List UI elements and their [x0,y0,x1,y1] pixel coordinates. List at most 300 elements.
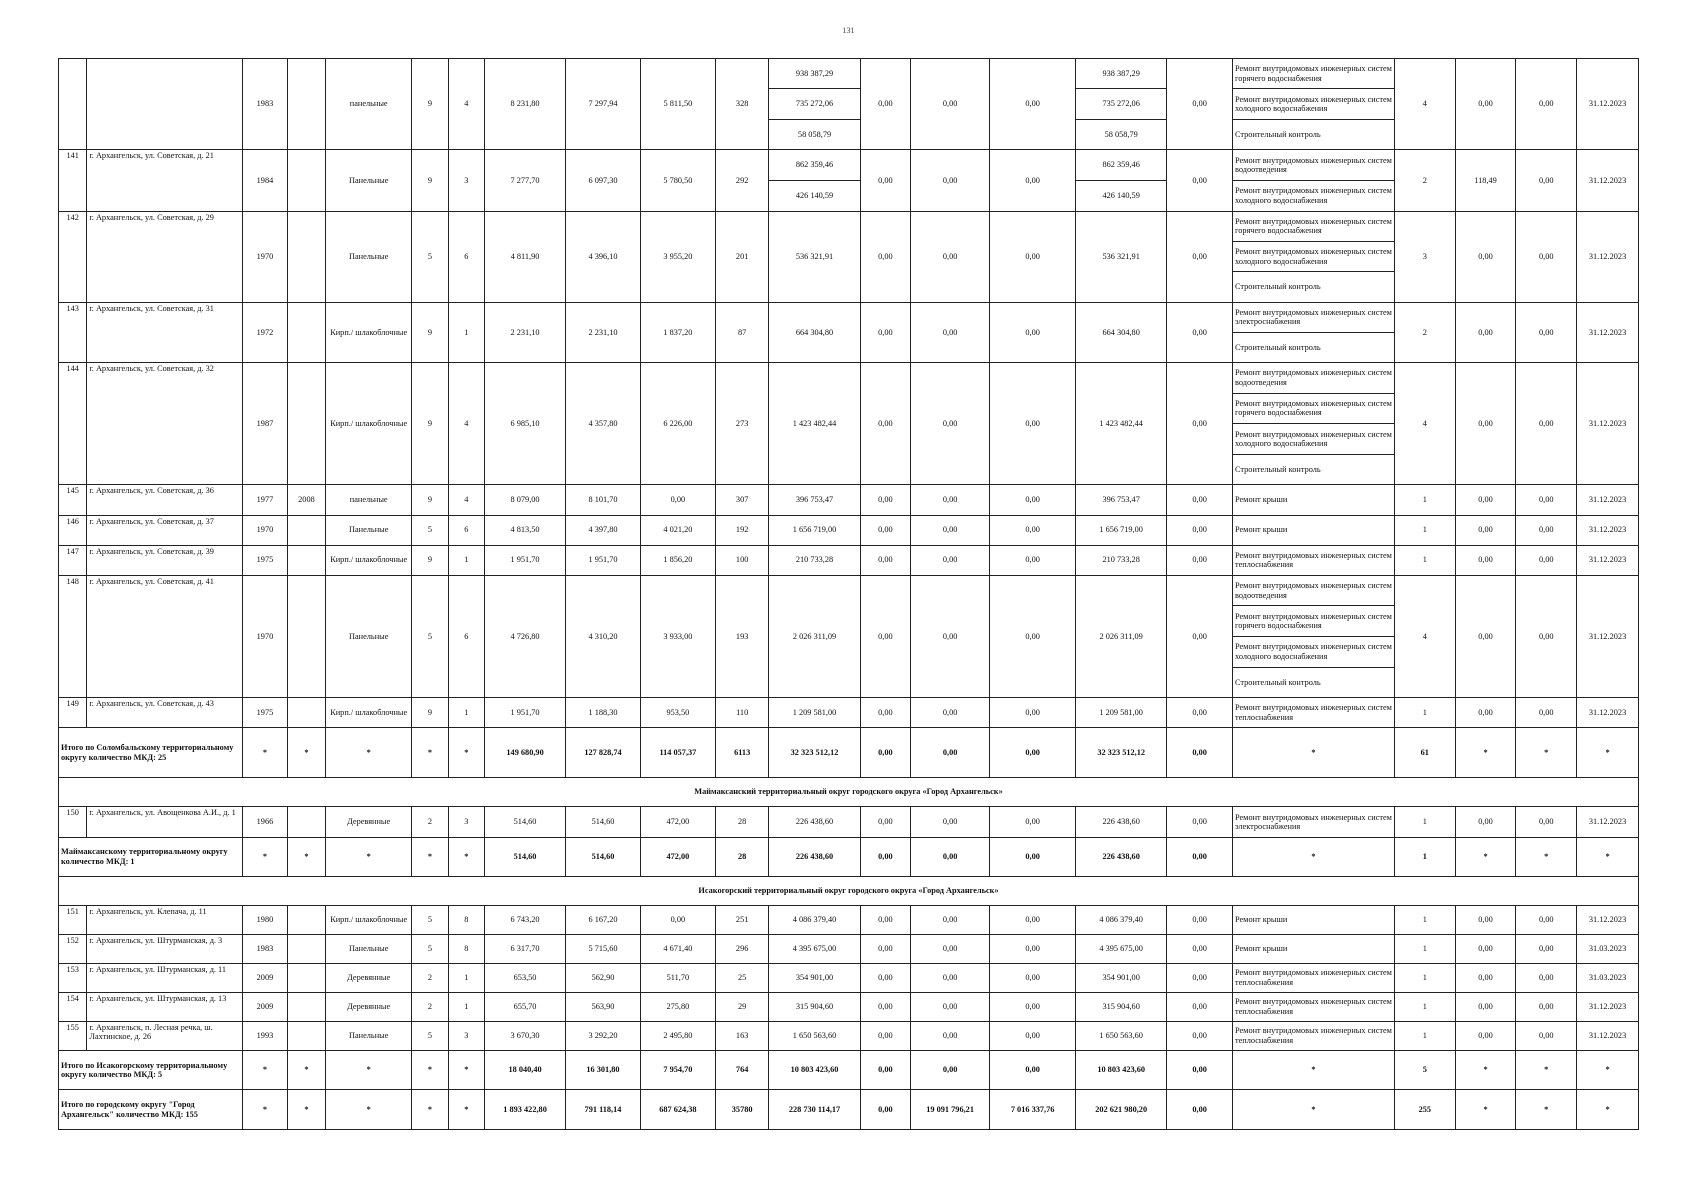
star-cell: * [326,838,412,876]
total-area-b: 7 954,70 [640,1050,715,1089]
star-cell: * [243,728,288,778]
deadline-cell: 31.12.2023 [1577,485,1639,515]
work-item: Ремонт внутридомовых инженерных систем водоотведения [1235,581,1392,600]
amount-cell: 1 650 563,60 [769,1021,860,1050]
area-b-cell: 4 671,40 [640,934,715,963]
work-count-cell: 1 [1394,934,1455,963]
year-cell: 2009 [243,963,288,992]
table-row [59,992,1639,1021]
area-total-cell: 8 231,80 [485,59,566,150]
star-cell: * [412,1090,448,1130]
total-area-a: 791 118,14 [566,1090,641,1130]
row-number: 144 [59,363,87,485]
cost1-cell: 0,00 [1455,545,1516,575]
total-amount: 32 323 512,12 [769,728,860,778]
area-a-cell: 7 297,94 [566,59,641,150]
fund2-cell: 0,00 [911,302,990,362]
amount2-value: 735 272,06 [1102,99,1140,109]
total-f4: 0,00 [1167,1090,1233,1130]
address-cell: г. Архангельск, ул. Советская, д. 43 [87,698,243,728]
cost2-cell: 0,00 [1516,934,1577,963]
people-cell: 163 [715,1021,769,1050]
amount-value-list [769,212,859,302]
area-a-cell: 2 231,10 [566,302,641,362]
fund2-cell: 0,00 [911,992,990,1021]
year2-cell [287,963,325,992]
table-row [59,302,1639,362]
works-cell [1233,485,1395,515]
floors-cell: 2 [412,963,448,992]
table-row [59,59,1639,150]
work-count-cell: 1 [1394,807,1455,838]
amount-value: 536 321,91 [795,251,834,261]
ent-cell: 4 [448,363,484,485]
year2-cell [287,545,325,575]
total-area-b: 472,00 [640,838,715,876]
total-row [59,1050,1639,1089]
year-cell: 1966 [243,807,288,838]
amount2-value-list [1076,59,1166,149]
amount-value: 862 359,46 [795,160,834,170]
year2-cell [287,575,325,697]
area-b-cell: 2 495,80 [640,1021,715,1050]
ent-cell: 6 [448,515,484,545]
year2-cell [287,302,325,362]
fund1-cell: 0,00 [860,59,911,150]
amount2-value: 664 304,80 [1102,327,1140,337]
amount2-cell [1076,211,1167,302]
work-count-cell: 1 [1394,1021,1455,1050]
work-count-cell: 2 [1394,302,1455,362]
total-f1: 0,00 [860,1050,911,1089]
address-cell: г. Архангельск, ул. Штурманская, д. 11 [87,963,243,992]
cost2-cell: 0,00 [1516,485,1577,515]
people-cell: 292 [715,150,769,211]
table-row [59,485,1639,515]
wall-cell: Кирп./ шлакоблочные [326,302,412,362]
address-cell: г. Архангельск, ул. Штурманская, д. 13 [87,992,243,1021]
area-a-cell: 1 951,70 [566,545,641,575]
fund1-cell: 0,00 [860,1021,911,1050]
area-total-cell: 7 277,70 [485,150,566,211]
star-cell: * [412,1050,448,1089]
work-count-cell: 4 [1394,363,1455,485]
amount-value: 210 733,28 [795,555,834,565]
work-count-cell: 4 [1394,59,1455,150]
deadline-cell: 31.12.2023 [1577,807,1639,838]
wall-cell: Панельные [326,575,412,697]
floors-cell: 2 [412,807,448,838]
fund3-cell: 0,00 [990,515,1076,545]
area-a-cell: 1 188,30 [566,698,641,728]
year-cell: 1975 [243,545,288,575]
star-cell: * [1233,728,1395,778]
people-cell: 110 [715,698,769,728]
amount-cell [769,575,860,697]
star-cell: * [1516,1090,1577,1130]
cost2-cell: 0,00 [1516,992,1577,1021]
fund2-cell: 0,00 [911,934,990,963]
work-item-list [1233,150,1394,210]
total-f2: 0,00 [911,838,990,876]
star-cell: * [1455,728,1516,778]
star-cell: * [326,1050,412,1089]
year-cell: 1970 [243,211,288,302]
deadline-cell: 31.12.2023 [1577,150,1639,211]
star-cell: * [1577,1050,1639,1089]
amount-value: 938 387,29 [795,68,834,78]
fund1-cell: 0,00 [860,150,911,211]
amount2-value-list [1076,698,1166,727]
amount-cell: 4 086 379,40 [769,905,860,934]
fund4-cell: 0,00 [1167,934,1233,963]
ent-cell: 4 [448,59,484,150]
deadline-cell: 31.12.2023 [1577,1021,1639,1050]
area-total-cell: 3 670,30 [485,1021,566,1050]
total-people: 6113 [715,728,769,778]
amount2-value-list [1076,150,1166,210]
ent-cell: 1 [448,963,484,992]
floors-cell: 5 [412,905,448,934]
amount2-value: 862 359,46 [1102,160,1140,170]
total-amount: 226 438,60 [769,838,860,876]
amount-value-list [769,150,859,210]
wall-cell: Деревянные [326,992,412,1021]
ent-cell: 1 [448,698,484,728]
area-a-cell: 563,90 [566,992,641,1021]
fund4-cell: 0,00 [1167,211,1233,302]
works-cell: Ремонт внутридомовых инженерных систем теплоснабжения [1233,992,1395,1021]
works-cell [1233,575,1395,697]
amount2-value: 1 209 581,00 [1099,708,1143,717]
area-b-cell: 1 837,20 [640,302,715,362]
fund4-cell: 0,00 [1167,302,1233,362]
year-cell: 1972 [243,302,288,362]
fund1-cell: 0,00 [860,545,911,575]
work-item: Ремонт внутридомовых инженерных систем водоотведения [1235,368,1392,387]
address-cell: г. Архангельск, п. Лесная речка, ш. Лахтинское, д. 26 [87,1021,243,1050]
year2-cell [287,150,325,211]
row-number: 148 [59,575,87,697]
work-count-cell: 2 [1394,150,1455,211]
total-area-total: 514,60 [485,838,566,876]
works-cell [1233,302,1395,362]
amount2-cell [1076,59,1167,150]
total-f1: 0,00 [860,1090,911,1130]
work-count-cell: 1 [1394,545,1455,575]
work-item: Ремонт внутридомовых инженерных систем водоотведения [1235,155,1392,175]
work-item-list [1233,303,1394,362]
fund3-cell: 0,00 [990,545,1076,575]
year-cell: 1970 [243,515,288,545]
area-b-cell: 953,50 [640,698,715,728]
row-number: 149 [59,698,87,728]
amount-value-list [769,363,859,484]
fund4-cell: 0,00 [1167,807,1233,838]
work-item: Строительный контроль [1235,464,1321,474]
wall-cell: панельные [326,485,412,515]
work-item: Ремонт крыши [1235,525,1288,535]
cost1-cell: 0,00 [1455,485,1516,515]
work-item-list [1233,212,1394,302]
star-cell: * [412,838,448,876]
fund4-cell: 0,00 [1167,485,1233,515]
floors-cell: 5 [412,575,448,697]
table-row [59,934,1639,963]
address-cell: г. Архангельск, ул. Советская, д. 29 [87,211,243,302]
year-cell: 2009 [243,992,288,1021]
cost2-cell: 0,00 [1516,963,1577,992]
row-number: 141 [59,150,87,211]
area-a-cell: 4 310,20 [566,575,641,697]
row-number: 150 [59,807,87,838]
work-item: Ремонт внутридомовых инженерных систем горячего водоснабжения [1235,64,1392,83]
floors-cell: 9 [412,698,448,728]
fund3-cell: 0,00 [990,302,1076,362]
fund1-cell: 0,00 [860,485,911,515]
work-item-list [1233,485,1394,514]
total-amount: 10 803 423,60 [769,1050,860,1089]
total-f4: 0,00 [1167,728,1233,778]
fund4-cell: 0,00 [1167,59,1233,150]
work-item: Строительный контроль [1235,129,1321,139]
fund2-cell: 0,00 [911,150,990,211]
cost1-cell: 0,00 [1455,807,1516,838]
cost2-cell: 0,00 [1516,302,1577,362]
total-area-a: 514,60 [566,838,641,876]
star-cell: * [1233,838,1395,876]
work-item-list [1233,516,1394,545]
row-number: 143 [59,302,87,362]
work-item: Ремонт внутридомовых инженерных систем горячего водоснабжения [1235,611,1392,631]
amount2-cell [1076,515,1167,545]
ent-cell: 4 [448,485,484,515]
cost2-cell: 0,00 [1516,698,1577,728]
amount2-value-list [1076,546,1166,575]
amount-cell [769,59,860,150]
address-cell: г. Архангельск, ул. Советская, д. 32 [87,363,243,485]
row-number: 151 [59,905,87,934]
section-row [59,778,1639,807]
works-cell: Ремонт внутридомовых инженерных систем теплоснабжения [1233,1021,1395,1050]
amount2-cell: 226 438,60 [1076,807,1167,838]
fund3-cell: 0,00 [990,905,1076,934]
people-cell: 328 [715,59,769,150]
cost2-cell: 0,00 [1516,211,1577,302]
people-cell: 251 [715,905,769,934]
amount2-value-list [1076,212,1166,302]
fund3-cell: 0,00 [990,485,1076,515]
total-f2: 0,00 [911,728,990,778]
cost2-cell: 0,00 [1516,59,1577,150]
cost1-cell: 0,00 [1455,1021,1516,1050]
people-cell: 192 [715,515,769,545]
people-cell: 296 [715,934,769,963]
total-amount2: 202 621 980,20 [1076,1090,1167,1130]
people-cell: 307 [715,485,769,515]
fund3-cell: 0,00 [990,1021,1076,1050]
amount2-value: 536 321,91 [1102,251,1140,261]
fund4-cell: 0,00 [1167,575,1233,697]
row-number: 146 [59,515,87,545]
floors-cell: 9 [412,485,448,515]
deadline-cell: 31.12.2023 [1577,302,1639,362]
wall-cell: Кирп./ шлакоблочные [326,905,412,934]
section-title: Маймаксанский территориальный округ городского округа «Город Архангельск» [59,778,1639,807]
amount2-value: 938 387,29 [1102,68,1140,78]
work-item-list [1233,698,1394,727]
fund2-cell: 0,00 [911,698,990,728]
cost1-cell: 0,00 [1455,363,1516,485]
table-row [59,905,1639,934]
ent-cell: 6 [448,575,484,697]
floors-cell: 9 [412,150,448,211]
table-row [59,150,1639,211]
fund2-cell: 0,00 [911,575,990,697]
area-total-cell: 655,70 [485,992,566,1021]
total-f1: 0,00 [860,728,911,778]
area-total-cell: 4 811,90 [485,211,566,302]
fund3-cell: 0,00 [990,934,1076,963]
star-cell: * [287,838,325,876]
total-people: 35780 [715,1090,769,1130]
fund3-cell: 0,00 [990,698,1076,728]
star-cell: * [326,1090,412,1130]
cost1-cell: 0,00 [1455,575,1516,697]
star-cell: * [1577,838,1639,876]
amount2-value-list [1076,363,1166,484]
people-cell: 25 [715,963,769,992]
work-item: Ремонт внутридомовых инженерных систем электроснабжения [1235,307,1392,327]
work-count-cell: 1 [1394,698,1455,728]
fund2-cell: 0,00 [911,807,990,838]
work-item-list [1233,546,1394,575]
fund3-cell: 0,00 [990,59,1076,150]
fund2-cell: 0,00 [911,515,990,545]
cost2-cell: 0,00 [1516,363,1577,485]
year-cell: 1970 [243,575,288,697]
fund1-cell: 0,00 [860,963,911,992]
year2-cell [287,1021,325,1050]
works-cell [1233,363,1395,485]
total-row [59,728,1639,778]
area-a-cell: 4 357,80 [566,363,641,485]
ent-cell: 8 [448,905,484,934]
row-number: 152 [59,934,87,963]
amount2-value: 58 058,79 [1104,129,1138,139]
work-item: Ремонт внутридомовых инженерных систем теплоснабжения [1235,703,1392,722]
total-people: 764 [715,1050,769,1089]
table-row [59,575,1639,697]
row-number: 154 [59,992,87,1021]
fund3-cell: 0,00 [990,963,1076,992]
total-label: Маймаксанскому территориальному округу количество МКД: 1 [59,838,243,876]
total-label: Итого по городскому округу "Город Архангельск" количество МКД: 155 [59,1090,243,1130]
amount2-cell [1076,545,1167,575]
fund2-cell: 0,00 [911,485,990,515]
amount-value: 1 656 719,00 [792,525,837,535]
area-total-cell: 6 743,20 [485,905,566,934]
section-row [59,876,1639,905]
amount-cell: 4 395 675,00 [769,934,860,963]
fund4-cell: 0,00 [1167,1021,1233,1050]
row-number: 145 [59,485,87,515]
star-cell: * [1455,838,1516,876]
fund2-cell: 0,00 [911,545,990,575]
amount-value: 2 026 311,09 [792,631,837,641]
fund2-cell: 0,00 [911,905,990,934]
area-total-cell: 1 951,70 [485,545,566,575]
fund4-cell: 0,00 [1167,150,1233,211]
area-a-cell: 4 396,10 [566,211,641,302]
cost1-cell: 0,00 [1455,905,1516,934]
amount-value-list [769,698,859,727]
deadline-cell: 31.03.2023 [1577,934,1639,963]
work-item: Ремонт внутридомовых инженерных систем холодного водоснабжения [1235,642,1392,661]
area-b-cell: 1 856,20 [640,545,715,575]
floors-cell: 5 [412,515,448,545]
year2-cell [287,698,325,728]
works-cell [1233,211,1395,302]
area-total-cell: 4 813,50 [485,515,566,545]
total-amount2: 32 323 512,12 [1076,728,1167,778]
amount2-value-list [1076,485,1166,514]
table-row [59,1021,1639,1050]
people-cell: 28 [715,807,769,838]
amount2-cell [1076,485,1167,515]
work-item: Ремонт внутридомовых инженерных систем холодного водоснабжения [1235,247,1392,266]
works-cell: Ремонт крыши [1233,905,1395,934]
work-count-cell: 1 [1394,992,1455,1021]
work-item: Строительный контроль [1235,677,1321,687]
star-cell: * [1233,1050,1395,1089]
address-cell: г. Архангельск, ул. Советская, д. 41 [87,575,243,697]
deadline-cell: 31.12.2023 [1577,211,1639,302]
amount-value-list [769,576,859,697]
star-cell: * [448,1090,484,1130]
area-total-cell: 2 231,10 [485,302,566,362]
ent-cell: 8 [448,934,484,963]
cost2-cell: 0,00 [1516,807,1577,838]
wall-cell: Панельные [326,150,412,211]
people-cell: 29 [715,992,769,1021]
amount-cell: 226 438,60 [769,807,860,838]
year-cell: 1984 [243,150,288,211]
total-amount: 228 730 114,17 [769,1090,860,1130]
work-count-cell: 1 [1394,515,1455,545]
year-cell: 1987 [243,363,288,485]
wall-cell: Кирп./ шлакоблочные [326,545,412,575]
wall-cell: Панельные [326,934,412,963]
area-b-cell: 5 780,50 [640,150,715,211]
area-b-cell: 0,00 [640,905,715,934]
area-total-cell: 8 079,00 [485,485,566,515]
total-row [59,1090,1639,1130]
wall-cell: Панельные [326,515,412,545]
fund4-cell: 0,00 [1167,698,1233,728]
year-cell: 1993 [243,1021,288,1050]
total-f3: 0,00 [990,1050,1076,1089]
year2-cell [287,211,325,302]
wall-cell: Деревянные [326,963,412,992]
star-cell: * [1233,1090,1395,1130]
amount2-value-list [1076,516,1166,545]
people-cell: 193 [715,575,769,697]
deadline-cell: 31.12.2023 [1577,59,1639,150]
area-b-cell: 6 226,00 [640,363,715,485]
fund1-cell: 0,00 [860,698,911,728]
fund1-cell: 0,00 [860,575,911,697]
